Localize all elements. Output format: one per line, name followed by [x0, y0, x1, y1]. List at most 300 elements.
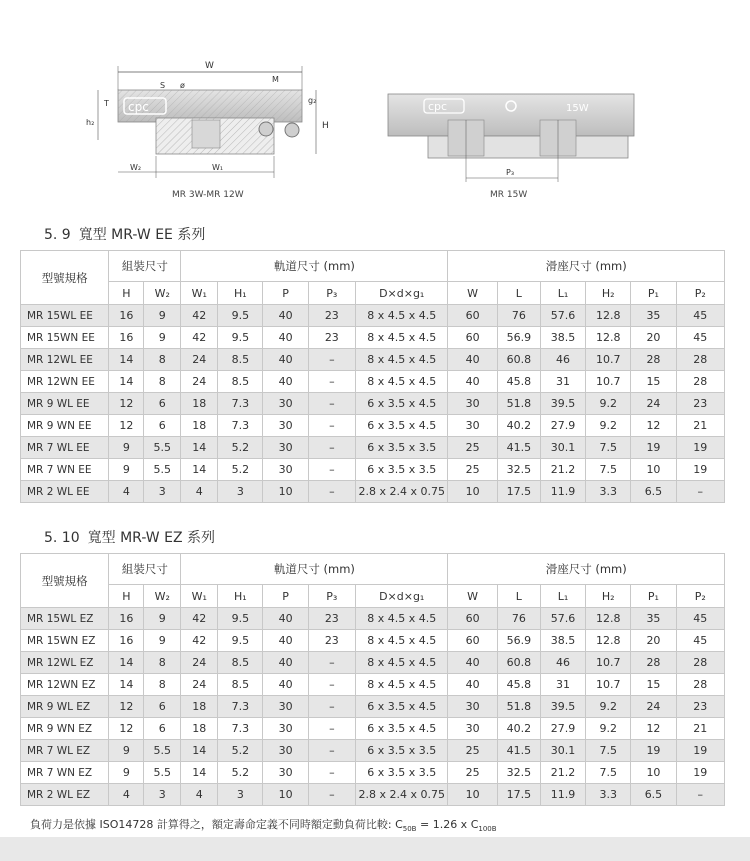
- table-cell: 6: [144, 393, 181, 415]
- table-cell: –: [308, 652, 355, 674]
- table-cell: 11.9: [540, 784, 585, 806]
- table-cell: 40: [448, 652, 497, 674]
- formula-sub2: 100B: [478, 825, 497, 834]
- table-cell: 12.8: [586, 630, 631, 652]
- column-header: P: [263, 282, 308, 305]
- table-cell: 16: [109, 305, 144, 327]
- table-cell: 28: [676, 674, 724, 696]
- table-cell: 6 x 3.5 x 3.5: [355, 459, 448, 481]
- table-row: [21, 652, 725, 674]
- table-cell: 8 x 4.5 x 4.5: [355, 327, 448, 349]
- table-cell: 8 x 4.5 x 4.5: [355, 305, 448, 327]
- table-cell: 8.5: [218, 349, 263, 371]
- table-row: [21, 740, 725, 762]
- table-cell: 9: [109, 740, 144, 762]
- model-cell: MR 9 WL EZ: [21, 696, 109, 718]
- table-cell: 25: [448, 740, 497, 762]
- table-cell: 3: [144, 784, 181, 806]
- model-cell: MR 15WL EE: [21, 305, 109, 327]
- dim-phi: ø: [180, 81, 185, 90]
- dim-H: H: [322, 121, 329, 131]
- table-cell: 30: [263, 415, 308, 437]
- table-cell: 6.5: [631, 481, 676, 503]
- table-cell: 9.5: [218, 327, 263, 349]
- table-cell: 24: [631, 393, 676, 415]
- column-header: L₁: [540, 282, 585, 305]
- model-cell: MR 7 WL EE: [21, 437, 109, 459]
- table-cell: 51.8: [497, 393, 540, 415]
- table-cell: 45.8: [497, 674, 540, 696]
- table-cell: –: [308, 784, 355, 806]
- table-cell: 24: [181, 674, 218, 696]
- table-cell: 16: [109, 630, 144, 652]
- column-header: P: [263, 585, 308, 608]
- column-header: L₁: [540, 585, 585, 608]
- column-header: L: [497, 585, 540, 608]
- table-cell: 21: [676, 415, 724, 437]
- model-cell: MR 15WN EE: [21, 327, 109, 349]
- table-cell: 10.7: [586, 652, 631, 674]
- right-diagram-caption: MR 15W: [490, 190, 528, 200]
- table-row: [21, 762, 725, 784]
- dimension-diagram: [0, 0, 750, 210]
- table-cell: 9: [109, 437, 144, 459]
- table-cell: 12: [109, 718, 144, 740]
- table-cell: 28: [676, 652, 724, 674]
- table-cell: –: [308, 481, 355, 503]
- table-cell: 30: [263, 740, 308, 762]
- table-cell: 41.5: [497, 437, 540, 459]
- table-cell: 21: [676, 718, 724, 740]
- table-cell: –: [308, 696, 355, 718]
- table-cell: 24: [181, 349, 218, 371]
- table-cell: 60.8: [497, 349, 540, 371]
- section-title-cjk: 寬型: [87, 530, 116, 546]
- table-cell: 46: [540, 652, 585, 674]
- table-cell: 5.2: [218, 762, 263, 784]
- table-cell: 9.5: [218, 630, 263, 652]
- cross-section-view: [86, 61, 329, 178]
- table-row: [21, 327, 725, 349]
- dim-g2: g₂: [308, 96, 317, 105]
- model-cell: MR 12WL EE: [21, 349, 109, 371]
- table-cell: 21.2: [540, 459, 585, 481]
- table-cell: –: [676, 481, 724, 503]
- table-cell: 30: [263, 696, 308, 718]
- column-header: P₂: [676, 282, 724, 305]
- model-cell: MR 15WL EZ: [21, 608, 109, 630]
- table-cell: 45: [676, 608, 724, 630]
- table-cell: 41.5: [497, 740, 540, 762]
- table-cell: 57.6: [540, 608, 585, 630]
- table-cell: 8 x 4.5 x 4.5: [355, 349, 448, 371]
- table-cell: 30: [263, 437, 308, 459]
- table-cell: 56.9: [497, 630, 540, 652]
- section-title-tail: 系列: [186, 530, 215, 546]
- table-cell: 19: [676, 740, 724, 762]
- table-cell: 46: [540, 349, 585, 371]
- table-cell: 60: [448, 305, 497, 327]
- table-cell: 14: [181, 459, 218, 481]
- column-header: P₃: [308, 282, 355, 305]
- header-group-rail: 軌道尺寸 (mm): [181, 554, 448, 585]
- table-cell: 14: [109, 674, 144, 696]
- table-cell: 6 x 3.5 x 4.5: [355, 393, 448, 415]
- table-cell: 60: [448, 327, 497, 349]
- formula-c1: C: [395, 818, 403, 831]
- table-cell: 27.9: [540, 718, 585, 740]
- table-cell: 12: [631, 718, 676, 740]
- table-cell: 5.5: [144, 437, 181, 459]
- left-diagram-caption: MR 3W-MR 12W: [172, 190, 244, 200]
- table-cell: 60.8: [497, 652, 540, 674]
- table-cell: 32.5: [497, 459, 540, 481]
- table-row: [21, 393, 725, 415]
- table-cell: 5.5: [144, 459, 181, 481]
- table-cell: 3: [218, 481, 263, 503]
- dim-M: M: [272, 75, 279, 84]
- table-cell: 7.3: [218, 696, 263, 718]
- table-row: [21, 371, 725, 393]
- table-cell: 3.3: [586, 784, 631, 806]
- side-view: [388, 94, 634, 182]
- table-cell: 30: [263, 393, 308, 415]
- table-cell: 10.7: [586, 674, 631, 696]
- table-row: [21, 784, 725, 806]
- table-cell: 30: [448, 415, 497, 437]
- model-cell: MR 7 WN EE: [21, 459, 109, 481]
- table-cell: 25: [448, 459, 497, 481]
- table-cell: 23: [676, 696, 724, 718]
- table-cell: 4: [109, 481, 144, 503]
- table-cell: 6: [144, 415, 181, 437]
- table-cell: 40.2: [497, 718, 540, 740]
- table-cell: 45: [676, 630, 724, 652]
- column-header: W₂: [144, 282, 181, 305]
- table-cell: 8 x 4.5 x 4.5: [355, 674, 448, 696]
- table-cell: 7.3: [218, 393, 263, 415]
- table-cell: 5.2: [218, 437, 263, 459]
- table-cell: 2.8 x 2.4 x 0.75: [355, 481, 448, 503]
- table-cell: 5.2: [218, 459, 263, 481]
- header-model: 型號規格: [21, 554, 109, 608]
- table-cell: 30: [448, 696, 497, 718]
- table-row: [21, 349, 725, 371]
- table-cell: 12.8: [586, 608, 631, 630]
- header-group-block: 滑座尺寸 (mm): [448, 251, 725, 282]
- table-cell: 40: [448, 371, 497, 393]
- table-cell: 8.5: [218, 674, 263, 696]
- table-cell: 57.6: [540, 305, 585, 327]
- table-cell: 10: [263, 784, 308, 806]
- table-cell: 12.8: [586, 305, 631, 327]
- column-header: P₂: [676, 585, 724, 608]
- column-header: W: [448, 282, 497, 305]
- table-row: [21, 481, 725, 503]
- table-cell: –: [308, 437, 355, 459]
- table-cell: 30: [263, 718, 308, 740]
- table-cell: 45: [676, 327, 724, 349]
- table-cell: 12: [109, 415, 144, 437]
- table-cell: 19: [631, 740, 676, 762]
- table-cell: 7.5: [586, 762, 631, 784]
- model-cell: MR 12WN EZ: [21, 674, 109, 696]
- section-title-ez: [44, 527, 215, 547]
- column-header: H₂: [586, 585, 631, 608]
- table-cell: 45: [676, 305, 724, 327]
- table-cell: 14: [109, 349, 144, 371]
- table-cell: 30: [263, 762, 308, 784]
- table-cell: 30.1: [540, 740, 585, 762]
- table-cell: 42: [181, 305, 218, 327]
- table-cell: 40: [263, 349, 308, 371]
- model-cell: MR 12WL EZ: [21, 652, 109, 674]
- table-cell: 20: [631, 327, 676, 349]
- dim-h2: h₂: [86, 118, 95, 127]
- table-cell: 10: [631, 459, 676, 481]
- table-cell: 25: [448, 762, 497, 784]
- table-cell: 7.5: [586, 437, 631, 459]
- table-cell: 16: [109, 608, 144, 630]
- table-cell: 7.3: [218, 718, 263, 740]
- column-header: D×d×g₁: [355, 585, 448, 608]
- table-cell: 10.7: [586, 349, 631, 371]
- column-header: H₂: [586, 282, 631, 305]
- table-row: [21, 437, 725, 459]
- column-header: P₃: [308, 585, 355, 608]
- model-cell: MR 9 WL EE: [21, 393, 109, 415]
- table-cell: 27.9: [540, 415, 585, 437]
- table-cell: 5.2: [218, 740, 263, 762]
- cpc-logo-left: cpc: [128, 100, 149, 114]
- table-cell: 19: [676, 762, 724, 784]
- table-cell: 40.2: [497, 415, 540, 437]
- table-cell: 4: [109, 784, 144, 806]
- table-cell: 12.8: [586, 327, 631, 349]
- section-number: 5. 9: [44, 227, 71, 243]
- formula-sub1: 50B: [402, 825, 417, 834]
- table-cell: 23: [308, 630, 355, 652]
- column-header: D×d×g₁: [355, 282, 448, 305]
- table-cell: 11.9: [540, 481, 585, 503]
- table-cell: 2.8 x 2.4 x 0.75: [355, 784, 448, 806]
- table-cell: 14: [181, 437, 218, 459]
- table-cell: 5.5: [144, 740, 181, 762]
- column-header: H: [109, 585, 144, 608]
- table-cell: 24: [181, 652, 218, 674]
- table-cell: 8 x 4.5 x 4.5: [355, 371, 448, 393]
- table-cell: 35: [631, 608, 676, 630]
- table-cell: 28: [676, 349, 724, 371]
- table-cell: 38.5: [540, 630, 585, 652]
- table-cell: 8: [144, 652, 181, 674]
- table-cell: 6: [144, 696, 181, 718]
- table-cell: 16: [109, 327, 144, 349]
- dim-S: S: [160, 81, 166, 90]
- table-cell: 23: [308, 327, 355, 349]
- table-cell: 25: [448, 437, 497, 459]
- table-cell: 9.2: [586, 696, 631, 718]
- table-cell: –: [308, 393, 355, 415]
- column-header: W₁: [181, 282, 218, 305]
- spec-table-ee: [20, 250, 725, 503]
- table-cell: 17.5: [497, 481, 540, 503]
- table-cell: 7.5: [586, 740, 631, 762]
- table-cell: 7.3: [218, 415, 263, 437]
- table-cell: 76: [497, 608, 540, 630]
- model-cell: MR 2 WL EZ: [21, 784, 109, 806]
- section-number: 5. 10: [44, 530, 80, 546]
- table-cell: 42: [181, 608, 218, 630]
- table-cell: 12: [631, 415, 676, 437]
- table-cell: 6 x 3.5 x 3.5: [355, 437, 448, 459]
- header-group-assembly: 組裝尺寸: [109, 554, 181, 585]
- table-cell: 40: [263, 371, 308, 393]
- table-row: [21, 608, 725, 630]
- table-cell: 15: [631, 371, 676, 393]
- table-cell: 6 x 3.5 x 4.5: [355, 415, 448, 437]
- table-cell: 18: [181, 393, 218, 415]
- table-cell: 20: [631, 630, 676, 652]
- table-cell: 8: [144, 349, 181, 371]
- column-header: L: [497, 282, 540, 305]
- table-cell: 14: [109, 652, 144, 674]
- table-cell: 19: [676, 459, 724, 481]
- table-cell: 6 x 3.5 x 4.5: [355, 696, 448, 718]
- table-cell: 51.8: [497, 696, 540, 718]
- table-cell: 38.5: [540, 327, 585, 349]
- column-header: P₁: [631, 585, 676, 608]
- table-cell: 60: [448, 630, 497, 652]
- table-cell: 32.5: [497, 762, 540, 784]
- table-cell: 56.9: [497, 327, 540, 349]
- column-header: W₁: [181, 585, 218, 608]
- column-header: P₁: [631, 282, 676, 305]
- table-cell: 30: [448, 718, 497, 740]
- table-row: [21, 305, 725, 327]
- table-row: [21, 696, 725, 718]
- column-header: W₂: [144, 585, 181, 608]
- table-cell: 24: [631, 696, 676, 718]
- table-cell: 23: [308, 305, 355, 327]
- table-cell: 24: [181, 371, 218, 393]
- header-group-rail: 軌道尺寸 (mm): [181, 251, 448, 282]
- table-cell: 19: [631, 437, 676, 459]
- table-cell: 39.5: [540, 393, 585, 415]
- table-cell: 40: [448, 674, 497, 696]
- dim-W1: W₁: [212, 163, 224, 172]
- table-cell: 9: [109, 762, 144, 784]
- table-cell: 39.5: [540, 696, 585, 718]
- table-cell: 3: [218, 784, 263, 806]
- column-header: W: [448, 585, 497, 608]
- table-cell: 30: [448, 393, 497, 415]
- table-cell: 76: [497, 305, 540, 327]
- column-header: H: [109, 282, 144, 305]
- table-cell: 10: [448, 784, 497, 806]
- header-group-block: 滑座尺寸 (mm): [448, 554, 725, 585]
- section-title-latin: MR-W EZ: [120, 530, 183, 546]
- table-cell: 31: [540, 371, 585, 393]
- table-cell: 9.5: [218, 608, 263, 630]
- table-cell: 6 x 3.5 x 4.5: [355, 718, 448, 740]
- table-cell: –: [308, 674, 355, 696]
- table-cell: 18: [181, 718, 218, 740]
- model-cell: MR 15WN EZ: [21, 630, 109, 652]
- footer-band: [0, 837, 750, 861]
- formula-mid: = 1.26 x C: [416, 818, 479, 831]
- table-cell: 8: [144, 674, 181, 696]
- table-cell: 6: [144, 718, 181, 740]
- size-mark: 15W: [566, 103, 589, 114]
- section-title-latin: MR-W EE: [111, 227, 173, 243]
- table-cell: –: [308, 740, 355, 762]
- table-cell: –: [308, 415, 355, 437]
- column-header: H₁: [218, 282, 263, 305]
- table-cell: 12: [109, 696, 144, 718]
- footnote: [30, 816, 497, 833]
- table-cell: 14: [181, 762, 218, 784]
- table-cell: 6.5: [631, 784, 676, 806]
- dim-W: W: [205, 61, 214, 71]
- table-cell: 9.2: [586, 393, 631, 415]
- table-cell: 28: [631, 652, 676, 674]
- table-cell: 6 x 3.5 x 3.5: [355, 740, 448, 762]
- table-cell: 18: [181, 696, 218, 718]
- table-cell: 19: [676, 437, 724, 459]
- table-cell: 3.3: [586, 481, 631, 503]
- table-cell: 10: [631, 762, 676, 784]
- table-cell: 8 x 4.5 x 4.5: [355, 652, 448, 674]
- table-cell: 9: [144, 630, 181, 652]
- table-cell: –: [308, 718, 355, 740]
- table-cell: 40: [263, 608, 308, 630]
- table-cell: 28: [631, 349, 676, 371]
- table-cell: 40: [263, 674, 308, 696]
- table-cell: 31: [540, 674, 585, 696]
- table-cell: 45.8: [497, 371, 540, 393]
- table-cell: 30.1: [540, 437, 585, 459]
- table-cell: 40: [263, 652, 308, 674]
- table-cell: 15: [631, 674, 676, 696]
- table-cell: 9.2: [586, 415, 631, 437]
- table-cell: 21.2: [540, 762, 585, 784]
- table-cell: –: [308, 371, 355, 393]
- table-cell: 42: [181, 630, 218, 652]
- dim-W2: W₂: [130, 163, 142, 172]
- section-title-ee: [44, 224, 205, 244]
- table-cell: 9: [144, 305, 181, 327]
- table-row: [21, 459, 725, 481]
- table-cell: 40: [448, 349, 497, 371]
- dim-P3: P₃: [506, 168, 515, 177]
- table-cell: 23: [676, 393, 724, 415]
- table-cell: 14: [109, 371, 144, 393]
- table-row: [21, 415, 725, 437]
- table-cell: 5.5: [144, 762, 181, 784]
- table-cell: 8.5: [218, 652, 263, 674]
- table-cell: 9: [109, 459, 144, 481]
- table-cell: 10.7: [586, 371, 631, 393]
- table-cell: 28: [676, 371, 724, 393]
- table-cell: 3: [144, 481, 181, 503]
- model-cell: MR 12WN EE: [21, 371, 109, 393]
- table-cell: 14: [181, 740, 218, 762]
- table-cell: 6 x 3.5 x 3.5: [355, 762, 448, 784]
- spec-table-ez: [20, 553, 725, 806]
- table-cell: 9.2: [586, 718, 631, 740]
- model-cell: MR 2 WL EE: [21, 481, 109, 503]
